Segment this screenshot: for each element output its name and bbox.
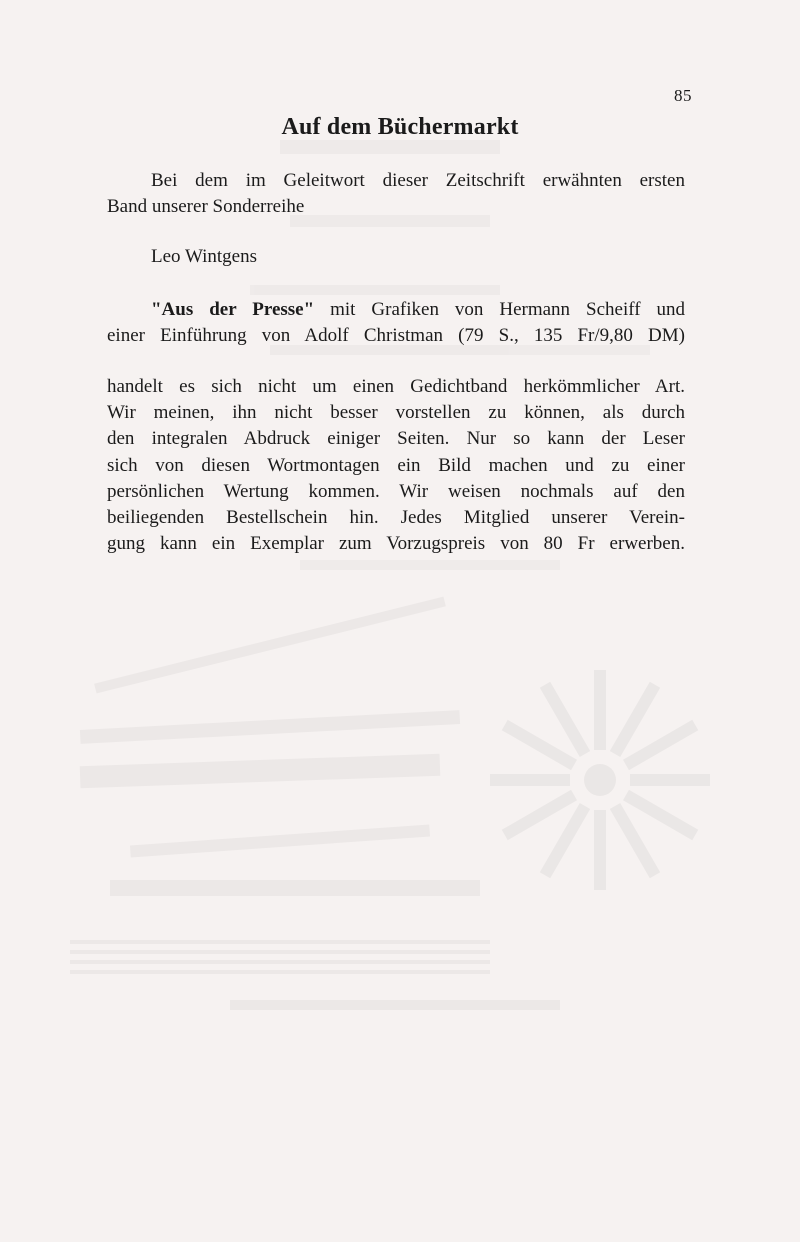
author-name (107, 244, 685, 270)
book-citation (107, 297, 685, 349)
body-line: beiliegenden Bestellschein hin. Jedes Mitglied unserer Verein- (107, 507, 685, 529)
page-number: 85 (674, 86, 692, 105)
author-line: Leo Wintgens (151, 246, 258, 267)
intro-line-1: Bei dem im Geleitwort dieser Zeitschrift erwähnten ersten (151, 170, 685, 191)
intro-paragraph (107, 168, 685, 220)
page-title: Auf dem Büchermarkt (281, 114, 519, 140)
intro-line-2: Band unserer Sonderreihe (107, 196, 305, 217)
body-line: gung kann ein Exemplar zum Vorzugspreis von 80 Fr erwerben. (107, 533, 685, 555)
book-line-1 (107, 297, 685, 323)
body-line: Wir meinen, ihn nicht besser vorstellen zu können, als durch (107, 402, 685, 424)
body-line: sich von diesen Wortmontagen ein Bild machen und zu einer (107, 454, 685, 476)
body-line: handelt es sich nicht um einen Gedichtband herkömmlicher Art. (107, 376, 685, 397)
book-line-1-rest: mit Grafiken von Hermann Scheiff und (314, 299, 686, 320)
body-paragraph (107, 374, 685, 557)
book-line-2: einer Einführung von Adolf Christman (79 S., 135 Fr/9,80 DM) (107, 325, 685, 346)
book-title: "Aus der Presse" (151, 299, 315, 320)
body-line: den integralen Abdruck einiger Seiten. Nur so kann der Leser (107, 428, 685, 450)
body-line: persönlichen Wertung kommen. Wir weisen nochmals auf den (107, 480, 685, 502)
